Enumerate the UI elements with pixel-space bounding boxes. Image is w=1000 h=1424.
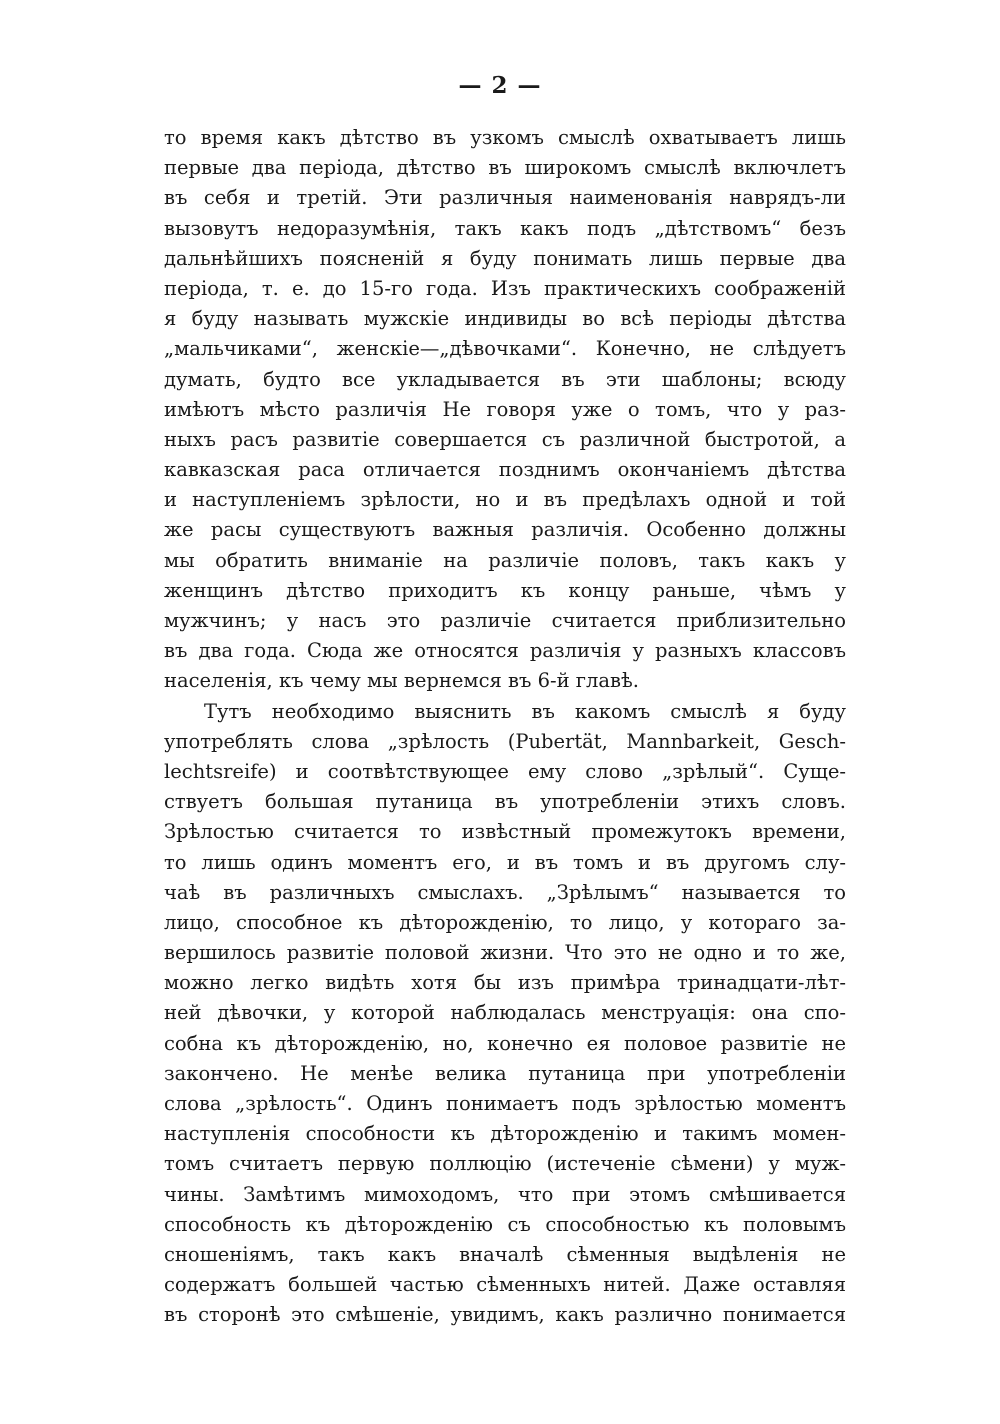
text-line: дальнѣйшихъ поясненій я буду понимать лишь первые два: [164, 246, 846, 270]
text-line: Тутъ необходимо выяснить въ какомъ смыслѣ я буду: [204, 699, 846, 723]
text-line: то время какъ дѣтство въ узкомъ смыслѣ охватываетъ лишь: [164, 126, 846, 149]
text-line: населенія, къ чему мы вернемся въ 6-й главѣ.: [164, 669, 639, 693]
text-line: думать, будто все укладывается въ эти шаблоны; всюду: [164, 367, 846, 391]
text-line: чины. Замѣтимъ мимоходомъ, что при этомъ смѣшивается: [164, 1182, 846, 1206]
text-line: ныхъ расъ развитіе совершается съ различной быстротой, а: [164, 427, 846, 451]
text-line: ствуетъ большая путаница въ употребленіи этихъ словъ.: [164, 790, 846, 814]
text-line: вызовутъ недоразумѣнія, такъ какъ подъ „дѣтствомъ“ безъ: [164, 216, 846, 240]
text-line: кавказская раса отличается позднимъ окончаніемъ дѣтства: [164, 458, 846, 482]
text-line: я буду называть мужскіе индивиды во всѣ періоды дѣтства: [164, 307, 846, 331]
text-line: содержатъ большей частью сѣменныхъ нитей. Даже оставляя: [164, 1273, 846, 1297]
text-line: чаѣ въ различныхъ смыслахъ. „Зрѣлымъ“ называется то: [164, 880, 846, 904]
text-line: то лишь одинъ моментъ его, и въ томъ и въ другомъ слу-: [164, 850, 846, 874]
text-line: собна къ дѣторожденію, но, конечно ея половое развитіе не: [164, 1031, 846, 1055]
text-line: мужчинъ; у насъ это различіе считается приблизительно: [164, 609, 846, 632]
text-line: закончено. Не менѣе велика путаница при употребленіи: [164, 1061, 846, 1085]
text-line: въ себя и третій. Эти различныя наименованія наврядъ-ли: [164, 186, 846, 210]
text-line: томъ считаетъ первую поллюцію (истеченіе сѣмени) у муж-: [164, 1152, 846, 1176]
text-line: имѣютъ мѣсто различія Не говоря уже о томъ, что у раз-: [164, 397, 846, 421]
text-line: мы обратить вниманіе на различіе половъ, такъ какъ у: [164, 548, 846, 572]
text-line: въ два года. Сюда же относятся различія у разныхъ классовъ: [164, 639, 846, 663]
text-line: слова „зрѣлость“. Одинъ понимаетъ подъ зрѣлостью моментъ: [164, 1092, 846, 1115]
paragraph: [164, 697, 846, 1331]
text-line: женщинъ дѣтство приходитъ къ концу раньше, чѣмъ у: [164, 578, 846, 602]
text-line: вершилось развитіе половой жизни. Что это не одно и то же,: [164, 941, 846, 965]
text-line: и наступленіемъ зрѣлости, но и въ предѣлахъ одной и той: [164, 488, 846, 512]
text-line: періода, т. е. до 15-го года. Изъ практическихъ соображеній: [164, 276, 846, 300]
text-line: лицо, способное къ дѣторожденію, то лицо, у котораго за-: [164, 910, 846, 934]
page-number: — 2 —: [458, 72, 542, 99]
text-line: Зрѣлостью считается то извѣстный промежутокъ времени,: [164, 820, 846, 844]
text-line: „мальчиками“, женскіе—„дѣвочками“. Конечно, не слѣдуетъ: [164, 337, 846, 361]
text-line: способность къ дѣторожденію съ способностью къ половымъ: [164, 1212, 846, 1236]
text-line: сношеніямъ, такъ какъ вначалѣ сѣменныя выдѣленія не: [164, 1242, 846, 1266]
text-line: lechtsreife) и соотвѣтствующее ему слово „зрѣлый“. Суще-: [164, 759, 846, 783]
text-line: ней дѣвочки, у которой наблюдалась менструація: она спо-: [164, 1001, 846, 1025]
text-line: можно легко видѣть хотя бы изъ примѣра тринадцати-лѣт-: [164, 971, 846, 995]
body-text: [164, 123, 846, 1331]
text-line: употреблять слова „зрѣлость (Pubertät, Mannbarkeit, Gesch-: [164, 729, 846, 753]
text-line: наступленія способности къ дѣторожденію и такимъ момен-: [164, 1122, 846, 1146]
text-line: въ сторонѣ это смѣшеніе, увидимъ, какъ различно понимается: [164, 1303, 846, 1327]
text-line: первые два періода, дѣтство въ широкомъ смыслѣ включлетъ: [164, 156, 846, 180]
paragraph: [164, 123, 846, 697]
text-line: же расы существуютъ важныя различія. Особенно должны: [164, 518, 846, 542]
